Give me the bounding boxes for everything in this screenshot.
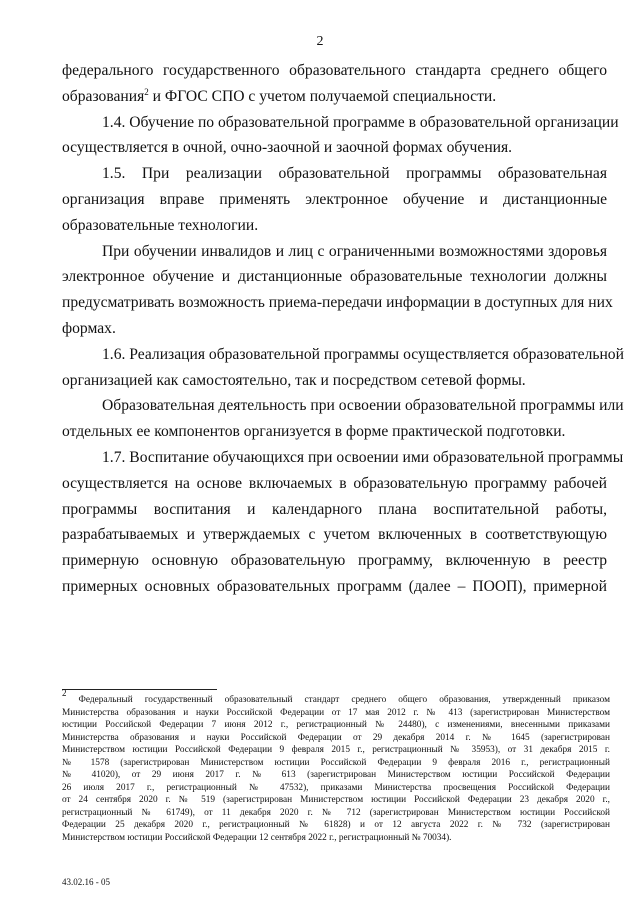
body-line: предусматривать возможность приема-передачи информации в доступных для них	[62, 294, 613, 312]
body-line: осуществляется в очной, очно-заочной и заочной формах обучения.	[62, 139, 513, 157]
footnote-line: 26 июля 2017 г., регистрационный № 47532), приказами Министерства просвещения Российской Федерации	[62, 782, 610, 793]
body-line: разрабатываемых и утверждаемых с учетом включенных в соответствующую	[62, 526, 607, 544]
body-line: осуществляется на основе включаемых в образовательную программу рабочей	[62, 474, 607, 492]
body-line: При обучении инвалидов и лиц с ограниченными возможностями здоровья	[102, 242, 607, 260]
body-line: формах.	[62, 319, 116, 337]
footnote-line: юстиции Российской Федерации 7 июня 2012 г., регистрационный № 24480), с изменениями, внесенными приказами	[62, 720, 610, 730]
footnote-line: $^2$ Федеральный государственный образовательный стандарт среднего общего образования, утвержденный приказом	[62, 688, 610, 705]
footnote-line: № 41020), от 29 июня 2017 г. № 613 (зарегистрирован Министерством юстиции Российской Федерации	[62, 770, 610, 780]
body-line: отдельных ее компонентов организуется в форме практической подготовки.	[62, 423, 566, 441]
body-line: программы воспитания и календарного плана воспитательной работы,	[62, 500, 607, 518]
line-prefix: образования	[62, 87, 145, 105]
body-line: 1.7. Воспитание обучающихся при освоении ими образовательной программы	[102, 448, 624, 466]
footnote-line: Министерства образования и науки Российской Федерации от 29 декабря 2014 г. № 1645 (зарегистрирован	[62, 732, 610, 743]
body-line	[62, 84, 607, 110]
body-line: образовательные технологии.	[62, 216, 259, 234]
body-line: Образовательная деятельность при освоении образовательной программы или	[102, 397, 624, 415]
body-line: 1.4. Обучение по образовательной программе в образовательной организации	[102, 113, 619, 131]
footnote-line: регистрационный № 61749), от 11 декабря 2020 г. № 712 (зарегистрирован Министерством юстиции Российской	[62, 807, 610, 818]
footnote-line: от 24 сентября 2020 г. № 519 (зарегистрирован Министерством юстиции Российской Федерации 23 декабря 2020 г.,	[62, 795, 610, 805]
body-line: 1.5. При реализации образовательной программы образовательная	[102, 165, 607, 183]
body-line: организация вправе применять электронное обучение и дистанционные	[62, 190, 607, 208]
body-text	[62, 58, 624, 600]
body-line: электронное обучение и дистанционные образовательные технологии должны	[62, 268, 607, 286]
body-line: примерных основных образовательных программ (далее – ПООП), примерной	[62, 577, 607, 595]
footnote-marker: 2	[62, 688, 67, 698]
page-number: 2	[316, 34, 324, 49]
body-line: федерального государственного образовательного стандарта среднего общего	[62, 62, 607, 79]
footnote-line: Министерством юстиции Российской Федерации 9 февраля 2015 г., регистрационный № 35953), от 31 декабря 2015 г.	[62, 745, 610, 755]
document-code: 43.02.16 - 05	[62, 877, 110, 887]
footnote-line: Министерством юстиции Российской Федерации 12 сентября 2022 г., регистрационный № 70034).	[62, 832, 452, 843]
footnote-divider	[62, 689, 217, 690]
footnote-ref: 2	[144, 86, 149, 97]
body-line: примерную основную образовательную программу, включенную в реестр	[62, 552, 607, 570]
body-line: организацией как самостоятельно, так и посредством сетевой формы.	[62, 371, 526, 389]
body-line: 1.6. Реализация образовательной программы осуществляется образовательной	[102, 345, 624, 363]
footnote-line: Министерства образования и науки Российской Федерации от 17 мая 2012 г. № 413 (зарегистрирован Министерством	[62, 707, 610, 718]
footnote-line: № 1578 (зарегистрирован Министерством юстиции Российской Федерации 9 февраля 2016 г., регистрационный	[62, 757, 610, 768]
line-suffix: и ФГОС СПО с учетом получаемой специальности.	[152, 87, 497, 105]
footnote-line: Федерации 25 декабря 2020 г., регистрационный № 61828) и от 12 августа 2022 г. № 732 (зарегистрирован	[62, 820, 610, 830]
footnote	[62, 688, 610, 844]
